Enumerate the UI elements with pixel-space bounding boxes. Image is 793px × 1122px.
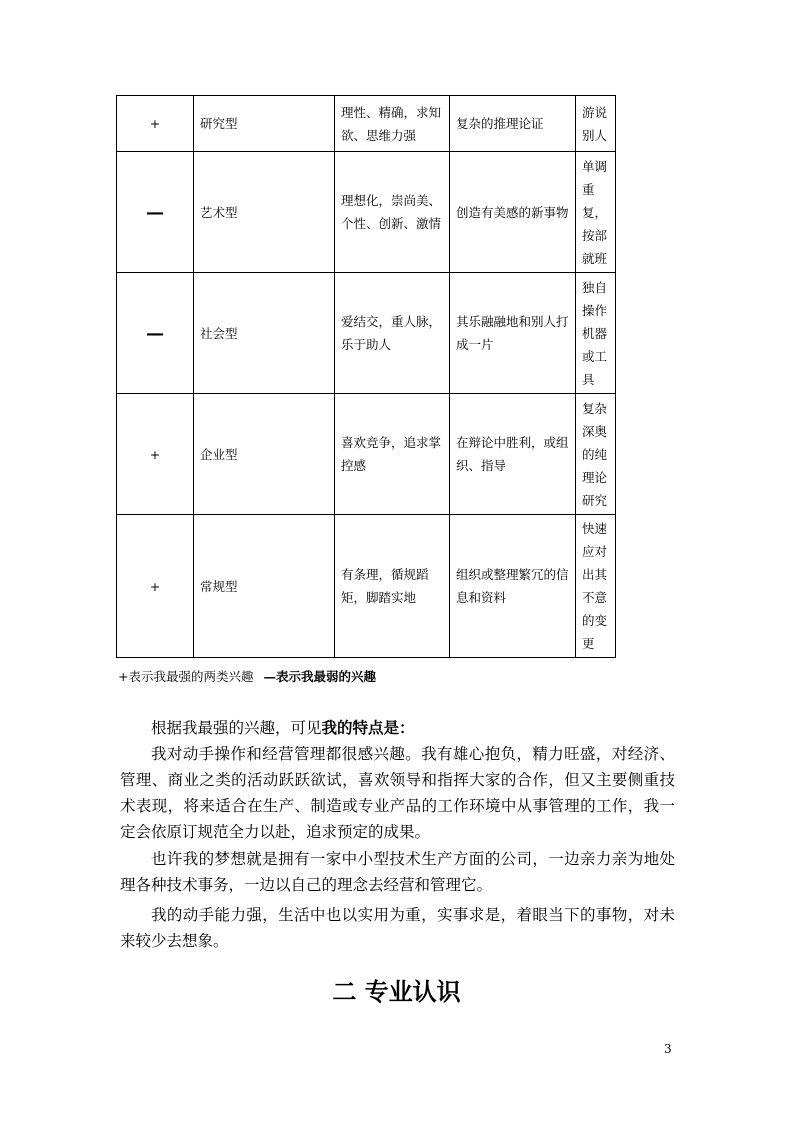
interest-dislikes: 单调重复，按部就班 [576,152,616,273]
intro-emphasis: 我的特点是： [321,718,415,737]
interest-dislikes: 独自操作机器或工具 [576,273,616,394]
body-paragraph-2: 也许我的梦想就是拥有一家中小型技术生产方面的公司，一边亲力亲为地处理各种技术事务，一边以自己的理念去经营和管理它。 [120,850,675,894]
page-number: 3 [664,1042,672,1056]
table-row [117,152,616,273]
legend-minus: —表示我最弱的兴趣 [263,669,376,684]
interest-likes: 创造有美感的新事物 [450,152,576,273]
interest-mark: + [117,515,194,658]
interest-traits: 理想化，崇尚美、个性、创新、激情 [335,152,450,273]
intro-paragraph [120,715,675,741]
interest-dislikes: 复杂深奥的纯理论研究 [576,394,616,515]
interest-traits: 爱结交，重人脉，乐于助人 [335,273,450,394]
section-title: 二 专业认识 [332,978,461,1006]
interest-mark: + [117,96,194,152]
interest-likes: 其乐融融地和别人打成一片 [450,273,576,394]
interest-type: 社会型 [194,273,335,394]
interest-type: 研究型 [194,96,335,152]
body-paragraph-3: 我的动手能力强，生活中也以实用为重，实事求是，着眼当下的事物，对未来较少去想象。 [120,906,675,950]
interest-table [116,95,616,658]
interest-dislikes: 快速应对出其不意的变更 [576,515,616,658]
intro-text: 根据我最强的兴趣，可见 [151,719,322,737]
interest-mark: — [117,273,194,394]
interest-likes: 在辩论中胜利，或组织、指导 [450,394,576,515]
table-row [117,273,616,394]
interest-type: 企业型 [194,394,335,515]
interest-traits: 有条理，循规蹈矩，脚踏实地 [335,515,450,658]
body-paragraph-1: 我对动手操作和经营管理都很感兴趣。我有雄心抱负，精力旺盛，对经济、管理、商业之类的活动跃跃欲试，喜欢领导和指挥大家的合作，但又主要侧重技术表现，将来适合在生产、制造或专业产品的工作环境中从事管理的工作，我一定会依原订规范全力以赴，追求预定的成果。 [120,745,675,841]
interest-type: 艺术型 [194,152,335,273]
interest-dislikes: 游说别人 [576,96,616,152]
interest-type: 常规型 [194,515,335,658]
table-legend [118,667,376,685]
legend-plus: +表示我最强的两类兴趣 [118,669,254,684]
interest-mark: + [117,394,194,515]
table-row [117,394,616,515]
interest-mark: — [117,152,194,273]
interest-traits: 理性、精确，求知欲、思维力强 [335,96,450,152]
interest-traits: 喜欢竞争，追求掌控感 [335,394,450,515]
table-row [117,515,616,658]
interest-likes: 复杂的推理论证 [450,96,576,152]
table-row [117,96,616,152]
interest-likes: 组织或整理繁冗的信息和资料 [450,515,576,658]
